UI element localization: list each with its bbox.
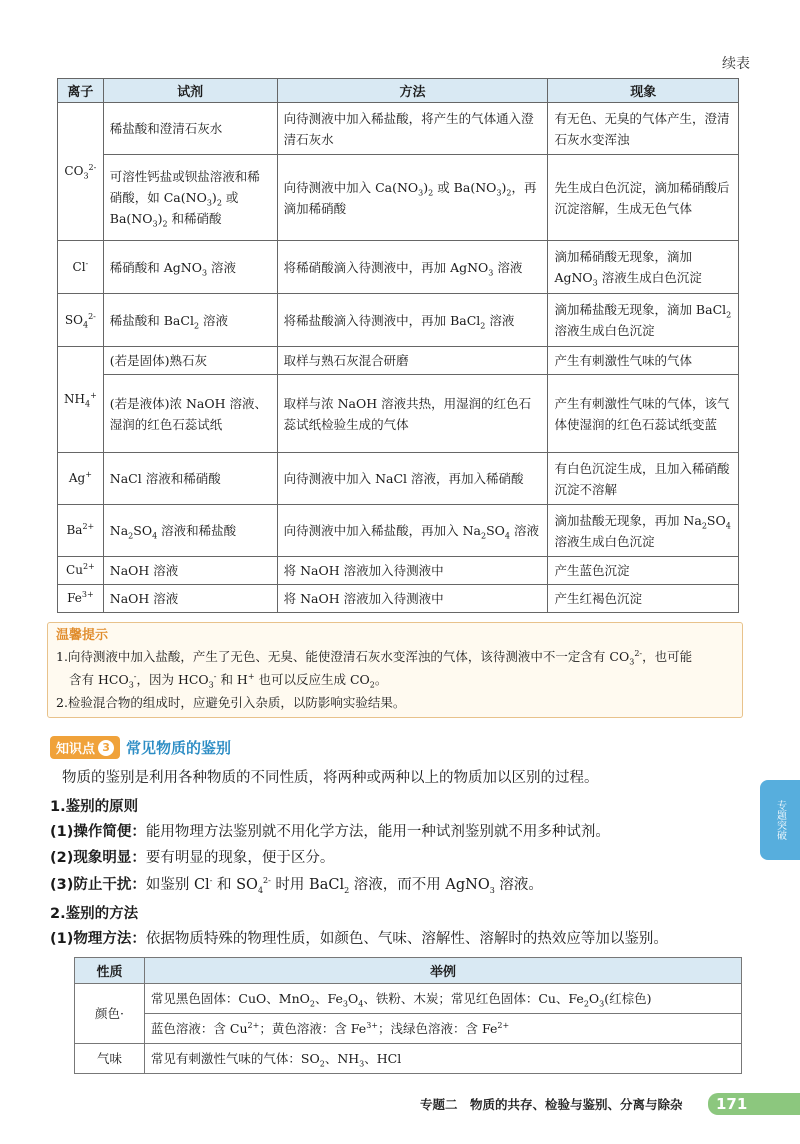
- heading-principles: 1.鉴别的原则: [50, 799, 139, 815]
- knowledge-badge: 知识点 3: [50, 736, 120, 759]
- phenomenon-cell: 产生有刺激性气味的气体，该气体使湿润的红色石蕊试纸变蓝: [548, 375, 739, 453]
- method-cell: 向待测液中加入 NaCl 溶液，再加入稀硝酸: [277, 453, 548, 505]
- property-smell: 气味: [75, 1044, 145, 1074]
- ion-cl: Cl-: [58, 241, 104, 294]
- example-cell: 常见黑色固体：CuO、MnO$_2$、$Fe_3O_4$、铁粉、木炭；常见红色固体：Cu、$Fe_2O_3$(红棕色): [144, 984, 741, 1014]
- phenomenon-cell: 滴加盐酸无现象，再加 $Na_2SO_4$ 溶液生成白色沉淀: [548, 505, 739, 557]
- table-row: [58, 375, 739, 453]
- ion-so4: $SO_4^{2-}$: [58, 294, 104, 347]
- reagent-cell: (若是液体)浓 NaOH 溶液、湿润的红色石蕊试纸: [103, 375, 277, 453]
- principle-1: (1)操作简便：能用物理方法鉴别就不用化学方法，能用一种试剂鉴别就不用多种试剂。: [50, 824, 610, 840]
- header-reagent: 试剂: [103, 79, 277, 103]
- page-number: 171: [708, 1093, 800, 1115]
- phenomenon-cell: 产生有刺激性气味的气体: [548, 347, 739, 375]
- phenomenon-cell: 先生成白色沉淀，滴加稀硝酸后沉淀溶解，生成无色气体: [548, 155, 739, 241]
- method-cell: 向待测液中加入 $Ca(NO_3)_2$ 或 $Ba(NO_3)_2$，再滴加稀硝酸: [277, 155, 548, 241]
- side-tab[interactable]: 专题突破: [760, 780, 800, 860]
- table-row: [58, 294, 739, 347]
- phenomenon-cell: 产生红褐色沉淀: [548, 585, 739, 613]
- phenomenon-cell: 滴加稀硝酸无现象，滴加 AgNO$_3$ 溶液生成白色沉淀: [548, 241, 739, 294]
- table-row: [58, 241, 739, 294]
- phenomenon-cell: 滴加稀盐酸无现象，滴加 BaCl$_2$ 溶液生成白色沉淀: [548, 294, 739, 347]
- reagent-cell: $Na_2SO_4$ 溶液和稀盐酸: [103, 505, 277, 557]
- tip-2: 2.检验混合物的组成时，应避免引入杂质，以防影响实验结果。: [56, 695, 406, 710]
- knowledge-point-header: [50, 736, 231, 759]
- table-row: [75, 1014, 742, 1044]
- table-row: [58, 505, 739, 557]
- table-row: [58, 453, 739, 505]
- method-cell: 向待测液中加入稀盐酸，再加入 $Na_2SO_4$ 溶液: [277, 505, 548, 557]
- method-cell: 将稀硝酸滴入待测液中，再加 AgNO$_3$ 溶液: [277, 241, 548, 294]
- example-cell: 蓝色溶液：含 $Cu^{2+}$；黄色溶液：含 $Fe^{3+}$；浅绿色溶液：含 $Fe^{2+}$: [144, 1014, 741, 1044]
- method-cell: 将稀盐酸滴入待测液中，再加 BaCl$_2$ 溶液: [277, 294, 548, 347]
- table-header-row: [75, 958, 742, 984]
- ion-ba: $Ba^{2+}$: [58, 505, 104, 557]
- example-cell: 常见有刺激性气味的气体：$SO_2$、$NH_3$、HCl: [144, 1044, 741, 1074]
- tips-box: [47, 622, 743, 718]
- ion-nh4: $NH_4^+$: [58, 347, 104, 453]
- intro-paragraph: 物质的鉴别是利用各种物质的不同性质，将两种或两种以上的物质加以区别的过程。: [62, 770, 599, 786]
- reagent-cell: 稀盐酸和澄清石灰水: [103, 103, 277, 155]
- header-property: 性质: [75, 958, 145, 984]
- footer-chapter: 专题二 物质的共存、检验与鉴别、分离与除杂: [420, 1097, 683, 1112]
- property-color: 颜色·: [75, 984, 145, 1044]
- phenomenon-cell: 有无色、无臭的气体产生，澄清石灰水变浑浊: [548, 103, 739, 155]
- table-row: [58, 557, 739, 585]
- method-cell: 向待测液中加入稀盐酸，将产生的气体通入澄清石灰水: [277, 103, 548, 155]
- method-cell: 取样与浓 NaOH 溶液共热，用湿润的红色石蕊试纸检验生成的气体: [277, 375, 548, 453]
- method-1: (1)物理方法：依据物质特殊的物理性质，如颜色、气味、溶解性、溶解时的热效应等加以鉴别。: [50, 931, 668, 947]
- header-example: 举例: [144, 958, 741, 984]
- header-phenomenon: 现象: [548, 79, 739, 103]
- table-row: [58, 155, 739, 241]
- table-row: [75, 1044, 742, 1074]
- reagent-cell: 稀硝酸和 AgNO$_3$ 溶液: [103, 241, 277, 294]
- tips-title: 温馨提示: [56, 628, 109, 643]
- reagent-cell: (若是固体)熟石灰: [103, 347, 277, 375]
- table-row: [75, 984, 742, 1014]
- header-method: 方法: [277, 79, 548, 103]
- ion-test-table: [57, 78, 739, 613]
- method-cell: 将 NaOH 溶液加入待测液中: [277, 557, 548, 585]
- section-title: 常见物质的鉴别: [126, 739, 232, 757]
- phenomenon-cell: 有白色沉淀生成，且加入稀硝酸沉淀不溶解: [548, 453, 739, 505]
- reagent-cell: NaOH 溶液: [103, 557, 277, 585]
- table-row: [58, 103, 739, 155]
- method-cell: 取样与熟石灰混合研磨: [277, 347, 548, 375]
- phenomenon-cell: 产生蓝色沉淀: [548, 557, 739, 585]
- continued-label: 续表: [722, 56, 750, 72]
- tip-1-cont: 含有 $HCO_3^-$，因为 $HCO_3^-$ 和 H+ 也可以反应生成 $CO_2$。: [69, 671, 388, 690]
- table-row: [58, 585, 739, 613]
- ion-cu: $Cu^{2+}$: [58, 557, 104, 585]
- table-header-row: [58, 79, 739, 103]
- ion-co3: $CO_3^{2-}$: [58, 103, 104, 241]
- ion-fe: $Fe^{3+}$: [58, 585, 104, 613]
- ion-ag: Ag+: [58, 453, 104, 505]
- header-ion: 离子: [58, 79, 104, 103]
- reagent-cell: 可溶性钙盐或钡盐溶液和稀硝酸，如 $Ca(NO_3)_2$ 或 $Ba(NO_3)_2$ 和稀硝酸: [103, 155, 277, 241]
- principle-3: (3)防止干扰：如鉴别 Cl- 和 $SO_4^{2-}$ 时用 BaCl$_2$ 溶液，而不用 AgNO$_3$ 溶液。: [50, 876, 543, 895]
- table-row: [58, 347, 739, 375]
- reagent-cell: NaCl 溶液和稀硝酸: [103, 453, 277, 505]
- principle-2: (2)现象明显：要有明显的现象，便于区分。: [50, 850, 335, 866]
- heading-methods: 2.鉴别的方法: [50, 906, 139, 922]
- method-cell: 将 NaOH 溶液加入待测液中: [277, 585, 548, 613]
- tip-1: 1.向待测液中加入盐酸，产生了无色、无臭、能使澄清石灰水变浑浊的气体，该待测液中不一定含有 $CO_3^{2-}$，也可能: [56, 648, 693, 667]
- reagent-cell: 稀盐酸和 BaCl$_2$ 溶液: [103, 294, 277, 347]
- example-table: [74, 957, 742, 1074]
- reagent-cell: NaOH 溶液: [103, 585, 277, 613]
